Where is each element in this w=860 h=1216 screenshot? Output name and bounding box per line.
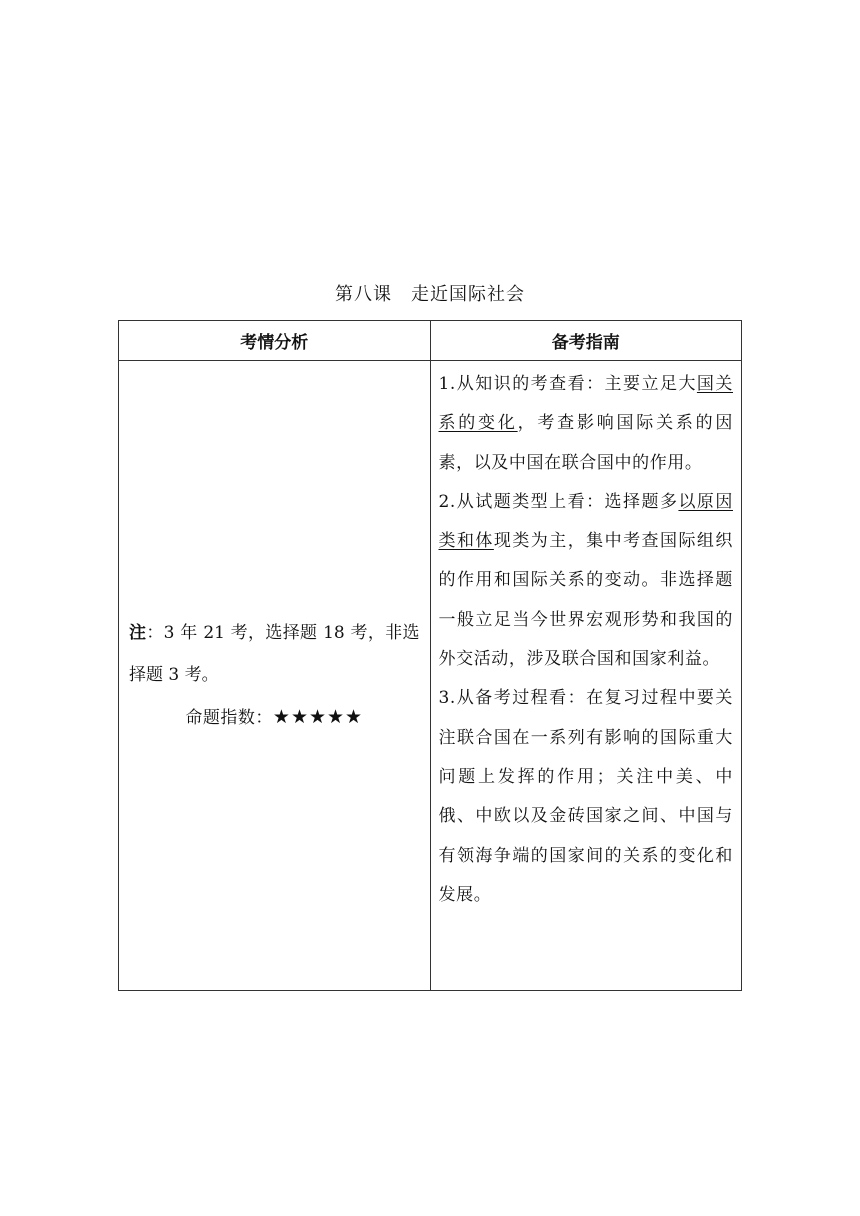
exam-note: [129, 612, 420, 696]
index-label: 命题指数：: [185, 708, 273, 728]
star-rating-icon: ★★★★★: [272, 706, 364, 728]
guide-paragraph-2: [439, 483, 734, 679]
guide-paragraph-3: 3.从备考过程看：在复习过程中要关注联合国在一系列有影响的国际重大问题上发挥的作用；关注中美、中俄、中欧以及金砖国家之间、中国与有领海争端的国家间的关系的变化和发展。: [438, 688, 733, 905]
guide-1-text-a: 1.从知识的考查看：主要立足大: [438, 374, 697, 394]
header-exam-analysis: 考情分析: [119, 321, 431, 361]
guide-2-text-b: 现类为主，集中考查国际组织的作用和国际关系的变动。非选择题一般立足当今世界宏观形势和我国的外交活动，涉及联合国和国家利益。: [438, 531, 733, 670]
guide-1-underlined: 国关系的变化: [438, 374, 733, 434]
exam-guide-table: [118, 320, 742, 991]
guide-paragraph-1: [439, 365, 734, 483]
guide-1-text-b: ，考查影响国际关系的因素，以及中国在联合国中的作用。: [438, 413, 733, 473]
header-prep-guide: 备考指南: [430, 321, 742, 361]
guide-2-text-a: 2.从试题类型上看：选择题多: [438, 491, 679, 512]
exam-analysis-cell: [119, 361, 431, 991]
difficulty-index: [129, 696, 420, 739]
note-label: 注: [129, 623, 147, 643]
note-text: ：3 年 21 考，选择题 18 考，非选择题 3 考。: [129, 623, 420, 685]
table-body-row: [119, 361, 742, 991]
prep-guide-cell: [430, 361, 742, 991]
guide-2-underlined: 以原因类和体: [438, 491, 733, 552]
table-header-row: [119, 321, 742, 361]
lesson-title: 第八课 走近国际社会: [335, 284, 525, 305]
